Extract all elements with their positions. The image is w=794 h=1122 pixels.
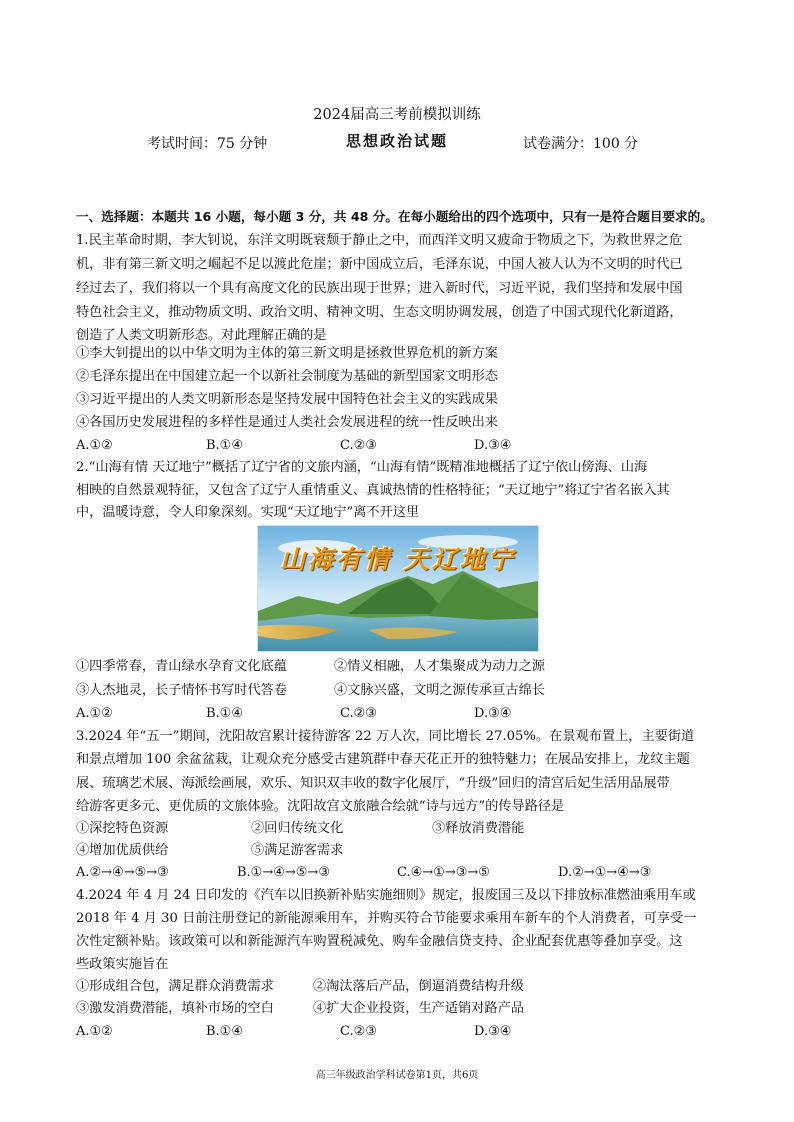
q4-item: ③激发消费潜能，填补市场的空白 [76, 1001, 274, 1016]
q2-item: ③人杰地灵，长子情怀书写时代答卷 [76, 683, 287, 698]
q1-choice-b: B.①④ [206, 438, 243, 453]
q4-choice-b: B.①④ [206, 1024, 243, 1039]
q3-item: ④增加优质供给 [76, 843, 169, 858]
exam-title: 2024届高三考前模拟训练 [313, 107, 481, 123]
q3-choice-c: C.④→①→③→⑤ [397, 865, 490, 880]
q4-stem-line: 4.2024 年 4 月 24 日印发的《汽车以旧换新补贴实施细则》规定，报废国三及以下排放标准燃油乘用车或 [76, 888, 696, 903]
q1-item: ①李大钊提出的以中华文明为主体的第三新文明是拯救世界危机的新方案 [76, 346, 498, 361]
q3-item: ⑤满足游客需求 [251, 843, 344, 858]
q2-item: ①四季常春，青山绿水孕育文化底蕴 [76, 659, 287, 674]
landscape-banner-image [257, 525, 539, 652]
q2-choice-b: B.①④ [206, 706, 243, 721]
q1-stem-line: 1.民主革命时期，李大钊说，东洋文明既衰颓于静止之中，而西洋文明又疲命于物质之下，为救世界之危 [76, 233, 683, 248]
q4-item: ①形成组合包，满足群众消费需求 [76, 979, 274, 994]
q2-stem-line: 中，温暖诗意，令人印象深刻。实现“天辽地宁”离不开这里 [76, 505, 420, 520]
q3-choice-a: A.②→④→⑤→③ [76, 865, 169, 880]
q3-stem-line: 和景点增加 100 余盆盆栽，让观众充分感受古建筑群中春天花正开的独特魅力；在展品安排上，龙纹主题 [76, 752, 690, 767]
q2-item: ④文脉兴盛，文明之源传承亘古绵长 [334, 683, 545, 698]
q2-choice-c: C.②③ [340, 706, 377, 721]
q1-choice-d: D.③④ [474, 438, 512, 453]
q3-stem-line: 给游客更多元、更优质的文旅体验。沈阳故宫文旅融合绘就“诗与远方”的传导路径是 [76, 799, 565, 814]
q2-stem-line: 相映的自然景观特征，又包含了辽宁人重情重义、真诚热情的性格特征；“天辽地宁”将辽宁省名嵌入其 [76, 483, 670, 498]
q1-item: ③习近平提出的人类文明新形态是坚持发展中国特色社会主义的实践成果 [76, 392, 498, 407]
q3-item: ①深挖特色资源 [76, 821, 169, 836]
q1-stem-line: 机，非有第三新文明之崛起不足以渡此危崖；新中国成立后，毛泽东说，中国人被人认为不文明的时代已 [76, 257, 683, 272]
q2-choice-d: D.③④ [474, 706, 512, 721]
q1-stem-line: 经过去了，我们将以一个具有高度文化的民族出现于世界；进入新时代，习近平说，我们坚持和发展中国 [76, 281, 683, 296]
q1-item: ④各国历史发展进程的多样性是通过人类社会发展进程的统一性反映出来 [76, 415, 498, 430]
q4-stem-line: 次性定额补贴。该政策可以和新能源汽车购置税减免、购车金融信贷支持、企业配套优惠等叠加享受。这 [76, 934, 683, 949]
q4-choice-a: A.①② [76, 1024, 113, 1039]
full-score: 试卷满分：100 分 [523, 136, 639, 152]
q3-stem-line: 展、琉璃艺术展、海派绘画展，欢乐、知识双丰收的数字化展厅，“升级”回归的清宫后妃生活用品展带 [76, 776, 670, 791]
q1-stem-line: 创造了人类文明新形态。对此理解正确的是 [76, 328, 327, 343]
banner-slogan: 山海有情 天辽地宁 [280, 545, 516, 574]
q3-item: ②回归传统文化 [251, 821, 344, 836]
q2-choice-a: A.①② [76, 706, 113, 721]
section-instruction: 一、选择题：本题共 16 小题，每小题 3 分，共 48 分。在每小题给出的四个选项中，只有一是符合题目要求的。 [76, 209, 713, 224]
q4-stem-line: 2018 年 4 月 30 日前注册登记的新能源乘用车，并购买符合节能要求乘用车新车的个人消费者，可享受一 [76, 911, 697, 926]
q4-item: ④扩大企业投资，生产适销对路产品 [313, 1001, 524, 1016]
q4-choice-d: D.③④ [474, 1024, 512, 1039]
q3-choice-d: D.②→①→④→③ [558, 865, 652, 880]
q4-choice-c: C.②③ [340, 1024, 377, 1039]
q2-item: ②情义相融，人才集聚成为动力之源 [334, 659, 545, 674]
exam-time: 考试时间：75 分钟 [147, 136, 268, 152]
q1-item: ②毛泽东提出在中国建立起一个以新社会制度为基础的新型国家文明形态 [76, 369, 498, 384]
q1-choice-c: C.②③ [340, 438, 377, 453]
q1-choice-a: A.①② [76, 438, 113, 453]
q3-item: ③释放消费潜能 [432, 821, 525, 836]
q4-stem-line: 些政策实施旨在 [76, 957, 169, 972]
q1-stem-line: 特色社会主义，推动物质文明、政治文明、精神文明、生态文明协调发展，创造了中国式现代化新道路， [76, 305, 683, 320]
q4-item: ②淘汰落后产品，倒逼消费结构升级 [313, 979, 524, 994]
q3-choice-b: B.①→④→⑤→③ [237, 865, 330, 880]
q2-stem-line: 2.“山海有情 天辽地宁”概括了辽宁省的文旅内涵，“山海有情”既精准地概括了辽宁依山傍海、山海 [76, 460, 648, 475]
page-footer: 高三年级政治学科试卷第1页，共6页 [315, 1070, 479, 1081]
q3-stem-line: 3.2024 年“五一”期间，沈阳故宫累计接待游客 22 万人次，同比增长 27.05%。在景观布置上，主要街道 [76, 729, 695, 744]
subject-title: 思想政治试题 [345, 132, 448, 150]
